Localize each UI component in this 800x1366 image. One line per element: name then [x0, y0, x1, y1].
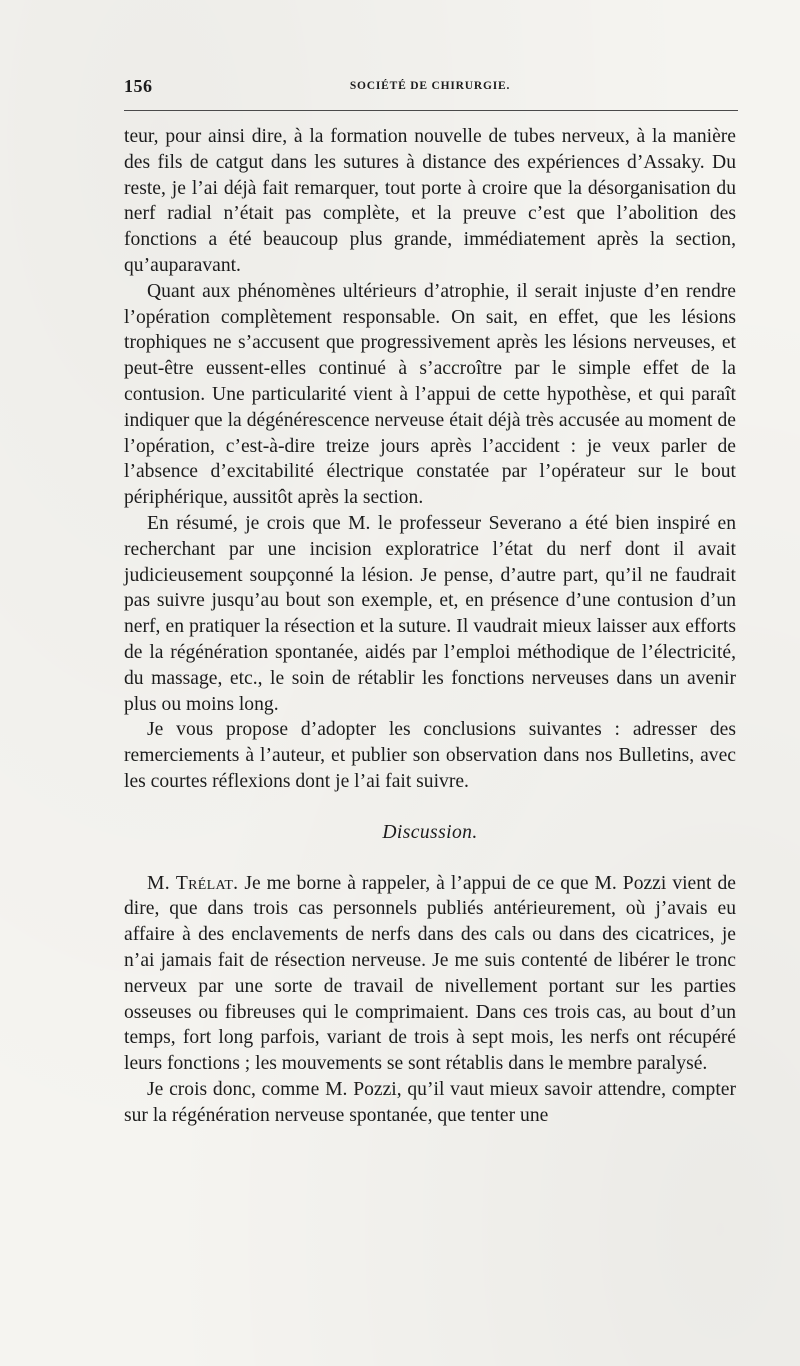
page-header: [124, 76, 736, 100]
paragraph-closing: Je crois donc, comme M. Pozzi, qu’il vaut mieux savoir attendre, compter sur la régénération nerveuse spontanée, que tenter une: [124, 1078, 736, 1126]
paragraph-atrophy: Quant aux phénomènes ultérieurs d’atrophie, il serait injuste d’en rendre l’opération complètement responsable. On sait, en effet, que les lésions trophiques ne s’accusent que progressivement après les lésions nerveuses, et peut-être eussent-elles continué à s’accroître par le simple effet de la contusion. Une particularité vient à l’appui de cette hypothèse, et qui paraît indiquer que la dégénérescence nerveuse était déjà très accusée au moment de l’opération, c’est-à-dire treize jours après l’accident : je veux parler de l’absence d’excitabilité électrique constatée par l’opérateur sur le bout périphérique, aussitôt après la section.: [124, 280, 736, 509]
header-rule: [124, 110, 738, 111]
paragraph-trelat: [124, 871, 736, 1077]
running-title: SOCIÉTÉ DE CHIRURGIE.: [349, 80, 511, 92]
page-number: 156: [124, 76, 153, 96]
paragraph-summary: En résumé, je crois que M. le professeur Severano a été bien inspiré en recherchant par une incision exploratrice l’état du nerf dont il avait judicieusement soupçonné la lésion. Je pense, d’autre part, qu’il ne faudrait pas suivre jusqu’au bout son exemple, et, en présence d’une contusion d’un nerf, en pratiquer la résection et la suture. Il vaudrait mieux laisser aux efforts de la régénération spontanée, aidés par l’emploi méthodique de l’électricité, du massage, etc., le soin de rétablir les fonctions nerveuses dans un avenir plus ou moins long.: [124, 512, 736, 715]
paragraph-trelat-text: Je me borne à rappeler, à l’appui de ce que M. Pozzi vient de dire, que dans trois cas personnels publiés antérieurement, où j’avais eu affaire à des enclavements de nerfs dans des cals ou dans des cicatrices, je n’ai jamais fait de résection nerveuse. Je me suis contenté de libérer le tronc nerveux par une sorte de travail de nivellement portant sur les parties osseuses ou fibreuses qui le comprimaient. Dans ces trois cas, au bout d’un temps, fort long parfois, variant de trois à sept mois, les nerfs ont récupéré leurs fonctions ; les mouvements se sont rétablis dans le membre paralysé.: [124, 872, 736, 1075]
body-text: [124, 124, 736, 1128]
speaker-name: M. Trélat.: [147, 872, 239, 894]
paragraph-continuation: teur, pour ainsi dire, à la formation nouvelle de tubes nerveux, à la manière des fils de catgut dans les sutures à distance des expériences d’Assaky. Du reste, je l’ai déjà fait remarquer, tout porte à croire que la désorganisation du nerf radial n’était pas complète, et la preuve c’est que l’abolition des fonctions a été beaucoup plus grande, immédiatement après la section, qu’auparavant.: [124, 126, 736, 276]
paragraph-conclusions: Je vous propose d’adopter les conclusions suivantes : adresser des remerciements à l’auteur, et publier son observation dans nos Bulletins, avec les courtes réflexions dont je l’ai fait suivre.: [124, 719, 736, 792]
discussion-heading: Discussion.: [382, 821, 478, 843]
